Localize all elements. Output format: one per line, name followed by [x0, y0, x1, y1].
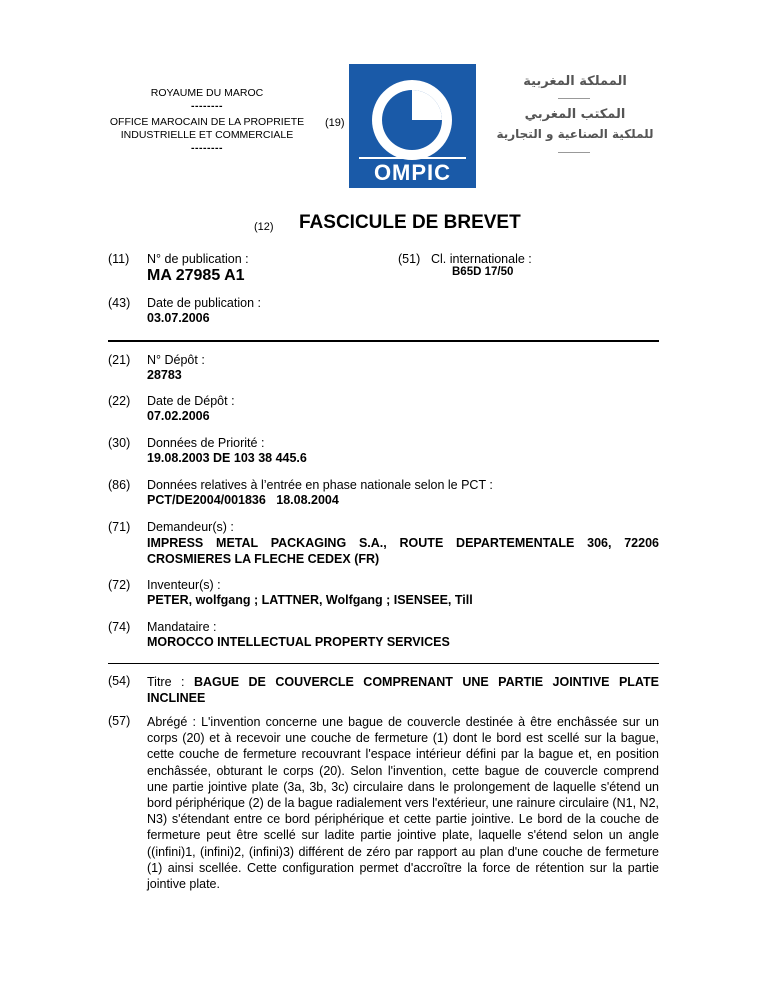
code-30: (30): [108, 436, 131, 450]
section-rule-thick: [108, 340, 659, 342]
arabic-divider-1: [558, 98, 590, 99]
class-value: B65D 17/50: [452, 266, 514, 278]
code-74: (74): [108, 620, 131, 634]
titre-value: BAGUE DE COUVERCLE COMPRENANT UNE PARTIE JOINTIVE PLATE INCLINEE: [147, 675, 659, 705]
invention-title: [147, 674, 659, 706]
agent-label: Mandataire :: [147, 620, 217, 634]
class-label: Cl. internationale :: [431, 252, 532, 266]
code-22: (22): [108, 394, 131, 408]
code-12: (12): [254, 221, 274, 233]
pub-num-value: MA 27985 A1: [147, 267, 245, 284]
pub-num-label: N° de publication :: [147, 252, 249, 266]
country-name: ROYAUME DU MAROC: [150, 87, 264, 99]
office-name-line2: INDUSTRIELLE ET COMMERCIALE: [120, 129, 294, 141]
logo-text: OMPIC: [373, 160, 452, 185]
depot-label: N° Dépôt :: [147, 353, 205, 367]
depot-date-label: Date de Dépôt :: [147, 394, 235, 408]
applicant-label: Demandeur(s) :: [147, 520, 234, 534]
agent-value: MOROCCO INTELLECTUAL PROPERTY SERVICES: [147, 635, 450, 649]
pct-label: Données relatives à l’entrée en phase nationale selon le PCT :: [147, 478, 493, 492]
code-19: (19): [325, 117, 345, 129]
inventor-value: PETER, wolfgang ; LATTNER, Wolfgang ; ISENSEE, Till: [147, 593, 473, 607]
ompic-logo: [349, 64, 476, 188]
code-11: (11): [108, 252, 130, 266]
applicant-value: IMPRESS METAL PACKAGING S.A., ROUTE DEPARTEMENTALE 306, 72206 CROSMIERES LA FLECHE CEDEX (FR): [147, 536, 659, 566]
depot-date-value: 07.02.2006: [147, 409, 210, 423]
pub-date-label: Date de publication :: [147, 296, 261, 310]
code-71: (71): [108, 520, 131, 534]
arabic-office-line2: للملكية الصناعية و التجارية: [496, 127, 654, 141]
code-72: (72): [108, 578, 131, 592]
code-54: (54): [108, 674, 131, 688]
abstract-text: Abrégé : L'invention concerne une bague de couvercle destinée à être enchâssée sur un corps (20) et à recevoir une couche de fermeture (1) dont le bord est scellé sur la bague, cette couche de fermeture recouvrant l'espace intérieur défini par la bague et, en position enchâssée, obturant le corps (20). Selon l'invention, cette bague de couvercle comprend une partie jointive plate (3a, 3b, 3c) circulaire dans le prolongement de laquelle s'étend un bord périphérique (2) de la bague radialement vers l'extérieur, une rainure circulaire (N1, N2, N3) s'étendant entre ce bord périphérique et cette partie jointive. Le bord de la couche de fermeture peut être scellé sur ladite partie jointive plate, laquelle s'étend selon un angle ((infini)1, (infini)2, (infini)3) différent de zéro par rapport au plan d'une couche de fermeture (1) ainsi scellée. Cette configuration permet d'accroître la force de rétention sur la partie jointive plate.: [147, 715, 659, 892]
code-21: (21): [108, 353, 131, 367]
header-dash-1: --------: [191, 100, 223, 112]
office-name-line1: OFFICE MAROCAIN DE LA PROPRIETE: [109, 116, 305, 128]
code-86: (86): [108, 478, 131, 492]
pct-value: PCT/DE2004/001836 18.08.2004: [147, 493, 339, 507]
inventor-label: Inventeur(s) :: [147, 578, 221, 592]
arabic-divider-2: [558, 152, 590, 153]
arabic-office-line1: المكتب المغربي: [524, 107, 626, 122]
code-43: (43): [108, 296, 131, 310]
priority-label: Données de Priorité :: [147, 436, 265, 450]
priority-value: 19.08.2003 DE 103 38 445.6: [147, 451, 307, 465]
section-rule-thin: [108, 663, 659, 664]
pub-date-value: 03.07.2006: [147, 311, 210, 325]
document-title: FASCICULE DE BREVET: [299, 212, 521, 233]
code-51: (51): [398, 252, 421, 266]
header-dash-2: --------: [191, 142, 223, 154]
titre-label: Titre :: [147, 675, 185, 689]
code-57: (57): [108, 714, 131, 728]
arabic-country-name: المملكة المغربية: [523, 74, 627, 89]
depot-value: 28783: [147, 368, 182, 382]
